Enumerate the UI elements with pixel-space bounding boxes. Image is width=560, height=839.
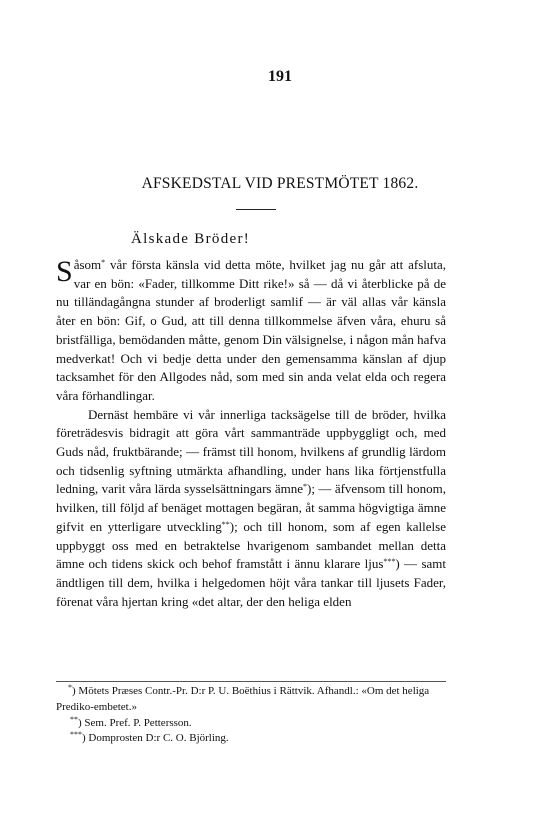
paragraph-2-text-a: Dernäst hembäre vi vår innerliga tacksägelse till de bröder, hvilka företrädesvis bidragit att göra vårt sammanträde uppbyggligt och, med Guds nåd, fruktbärande; — främst till honom, hvilkens af grundlig lärdom och tidsenlig syftning utmärkta afhandling, under hans lika förtjenstfulla ledning, varit våra lärda sysselsättningars ämne bbox=[56, 406, 446, 497]
paragraph-1-opening: åsom bbox=[73, 257, 102, 272]
footnote-text: ) Sem. Pref. P. Pettersson. bbox=[78, 716, 192, 729]
salutation: Älskade Bröder! bbox=[131, 231, 251, 247]
page-title: AFSKEDSTAL VID PRESTMÖTET 1862. bbox=[141, 175, 419, 192]
footnote-mark: ** bbox=[221, 519, 230, 529]
page-number: 191 bbox=[268, 68, 292, 85]
paragraph-2-text-c: ); och till honom, som af egen kallelse uppbyggt oss med en betraktelse hvarigenom sambandet mellan detta ämne och tidens skick och behof framstått i ännu klarare ljus bbox=[56, 518, 446, 572]
paragraph-1 bbox=[56, 256, 446, 406]
title-divider bbox=[236, 209, 276, 210]
footnote-text: ) Domprosten D:r C. O. Björling. bbox=[82, 732, 229, 745]
footnote-mark: * bbox=[303, 482, 308, 492]
footnote bbox=[56, 684, 451, 716]
footnote-text: ) Mötets Præses Contr.-Pr. D:r P. U. Boëthius i Rättvik. Afhandl.: «Om det heliga Prediko-embetet.» bbox=[56, 685, 430, 713]
paragraph-2-text-d: ) — samt ändtligen till dem, hvilka i helgedomen höjt våra tankar till ljusets Fader, förenat våra hjertan kring «det altar, der den heliga elden bbox=[56, 556, 447, 609]
footnote bbox=[56, 716, 451, 732]
paragraph-2 bbox=[56, 406, 446, 612]
footnote-divider bbox=[56, 681, 446, 682]
footnote-mark: *** bbox=[70, 730, 82, 740]
footnote-mark: ** bbox=[70, 714, 78, 724]
body-text bbox=[56, 256, 446, 611]
paragraph-2-text-b: ); — äfvensom till honom, hvilken, till följd af benäget mottagen begäran, åt samma högvigtiga ämne gifvit en ytterligare utveckling bbox=[56, 481, 447, 534]
footnote-mark: * bbox=[68, 683, 72, 692]
drop-cap: S bbox=[56, 255, 73, 288]
footnote-mark: * bbox=[101, 258, 106, 267]
paragraph-1-text: vår första känsla vid detta möte, hvilket jag nu går att afsluta, var en bön: «Fader, tillkomme Ditt rike!» så — då vi återblicke på de nu tilländagångna stunder af broderligt samlif — är väl allas vår känsla åter en bön: Gif, o Gud, att till denna tillkommelse äfven våra, ehuru så bristfälliga, bemödanden måtte, genom Din välsignelse, i någon mån hafva medverkat! Och vi bedje detta under den gemensamma känslan af djup tacksamhet för den Allgodes nåd, som med sin anda velat elda och regera våra förhandlingar. bbox=[56, 257, 447, 403]
footnote-mark: *** bbox=[383, 557, 396, 567]
footnotes bbox=[56, 684, 451, 747]
footnote bbox=[56, 731, 451, 747]
